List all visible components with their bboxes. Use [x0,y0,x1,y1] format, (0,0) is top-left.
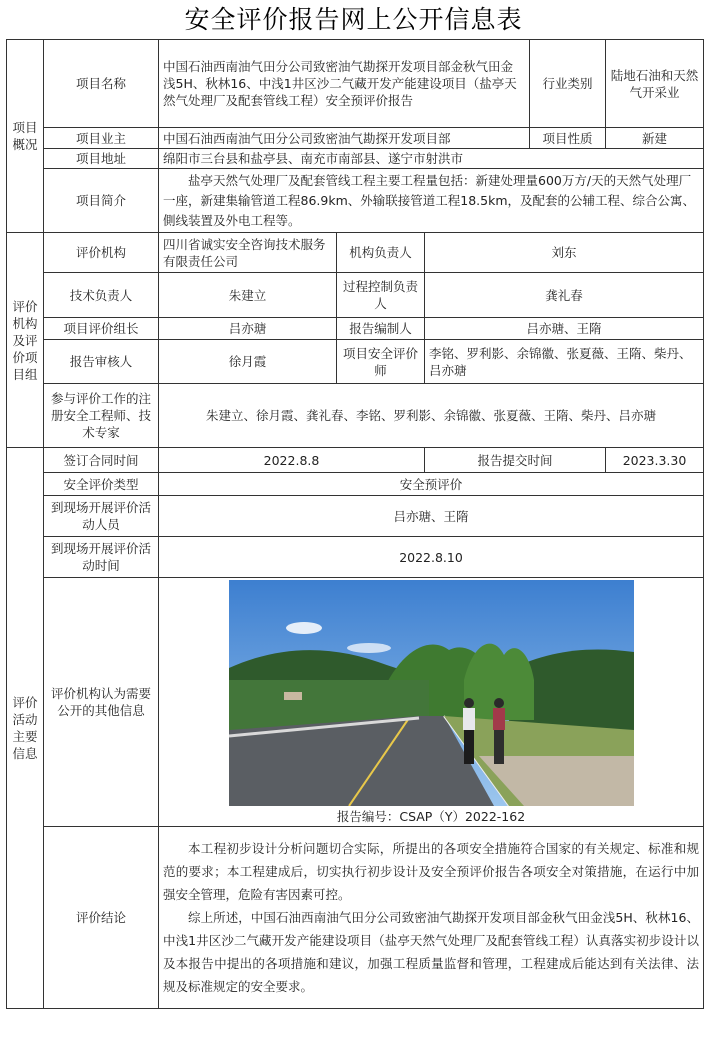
info-table [6,39,704,1009]
person-right-pants [494,730,504,764]
industry-value: 陆地石油和天然气开采业 [606,40,704,128]
participants-value: 朱建立、徐月霞、龚礼春、李铭、罗利影、余锦徽、张夏薇、王隋、柴丹、吕亦瑭 [159,384,704,448]
process-label: 过程控制负责人 [337,273,425,318]
conclusion-value [159,827,704,1009]
section-overview [7,40,44,233]
cloud [347,643,391,653]
process-value: 龚礼春 [425,273,704,318]
industry-label: 行业类别 [530,40,606,128]
agency-label: 评价机构 [44,233,159,273]
submit-label: 报告提交时间 [425,448,606,473]
evaluator-value: 李铭、罗利影、余锦徽、张夏薇、王隋、柴丹、吕亦瑭 [425,340,704,384]
type-value: 安全预评价 [159,473,704,496]
contract-label: 签订合同时间 [44,448,159,473]
participants-label: 参与评价工作的注册安全工程师、技术专家 [44,384,159,448]
section-org [7,233,44,448]
writer-value: 吕亦瑭、王隋 [425,318,704,340]
site-photo [229,580,634,806]
report-number: 报告编号：CSAP（Y）2022-162 [336,808,526,824]
person-left-pants [464,730,474,764]
other-label: 评价机构认为需要公开的其他信息 [44,578,159,827]
project-name-label: 项目名称 [44,40,159,128]
submit-value: 2023.3.30 [606,448,704,473]
cloud [286,622,322,634]
owner-label: 项目业主 [44,128,159,149]
type-label: 安全评价类型 [44,473,159,496]
contract-value: 2022.8.8 [159,448,425,473]
tech-label: 技术负责人 [44,273,159,318]
person-left-head [464,698,474,708]
intro-value: 盐亭天然气处理厂及配套管线工程主要工程量包括：新建处理量600万方/天的天然气处理厂一座，新建集输管道工程86.9km、外输联接管道工程18.5km，及配套的公辅工程、综合公寓、側线装置及外电工程等。 [159,169,704,233]
person-right-head [494,698,504,708]
person-right-shirt [493,708,505,730]
leader-label: 项目评价组长 [44,318,159,340]
address-label: 项目地址 [44,149,159,169]
nature-value: 新建 [606,128,704,149]
section-activity [7,448,44,1009]
owner-value: 中国石油西南油气田分公司致密油气勘探开发项目部 [159,128,530,149]
other-value [159,578,704,827]
head-value: 刘东 [425,233,704,273]
head-label: 机构负责人 [337,233,425,273]
conclusion-paragraph-1: 本工程初步设计分析问题切合实际，所提出的各项安全措施符合国家的有关规定、标准和规范的要求；本工程建成后，切实执行初步设计及安全预评价报告各项安全对策措施，在运行中加强安全管理，危险有害因素可控。 [163,841,699,902]
writer-label: 报告编制人 [337,318,425,340]
section-activity-label: 评价活动主要信息 [12,695,38,761]
house [284,692,302,700]
staff-value: 吕亦瑭、王隋 [159,496,704,537]
address-value: 绵阳市三台县和盐亭县、南充市南部县、遂宁市射洪市 [159,149,704,169]
tech-value: 朱建立 [159,273,337,318]
evaluator-label: 项目安全评价师 [337,340,425,384]
staff-label: 到现场开展评价活动人员 [44,496,159,537]
page-title: 安全评价报告网上公开信息表 [184,5,523,34]
person-left-shirt [463,708,475,730]
leader-value: 吕亦瑭 [159,318,337,340]
section-overview-label: 项目概况 [12,120,38,152]
conclusion-label: 评价结论 [44,827,159,1009]
reviewer-value: 徐月霞 [159,340,337,384]
section-org-label: 评价机构及评价项目组 [12,298,38,382]
time-value: 2022.8.10 [159,537,704,578]
agency-value: 四川省诚实安全咨询技术服务有限责任公司 [159,233,337,273]
time-label: 到现场开展评价活动时间 [44,537,159,578]
intro-label: 项目简介 [44,169,159,233]
conclusion-paragraph-2: 综上所述，中国石油西南油气田分公司致密油气勘探开发项目部金秋气田金浅5H、秋林16、中浅1井区沙二气藏开发产能建设项目（盐亭天然气处理厂及配套管线工程）认真落实初步设计以及本报告中提出的各项措施和建议，加强工程质量监督和管理，工程建成后能达到有关法律、法规及标准规定的安全要求。 [163,910,699,994]
nature-label: 项目性质 [530,128,606,149]
reviewer-label: 报告审核人 [44,340,159,384]
project-name-value: 中国石油西南油气田分公司致密油气勘探开发项目部金秋气田金浅5H、秋林16、中浅1井区沙二气藏开发产能建设项目（盐亭天然气处理厂及配套管线工程）安全预评价报告 [159,40,530,128]
